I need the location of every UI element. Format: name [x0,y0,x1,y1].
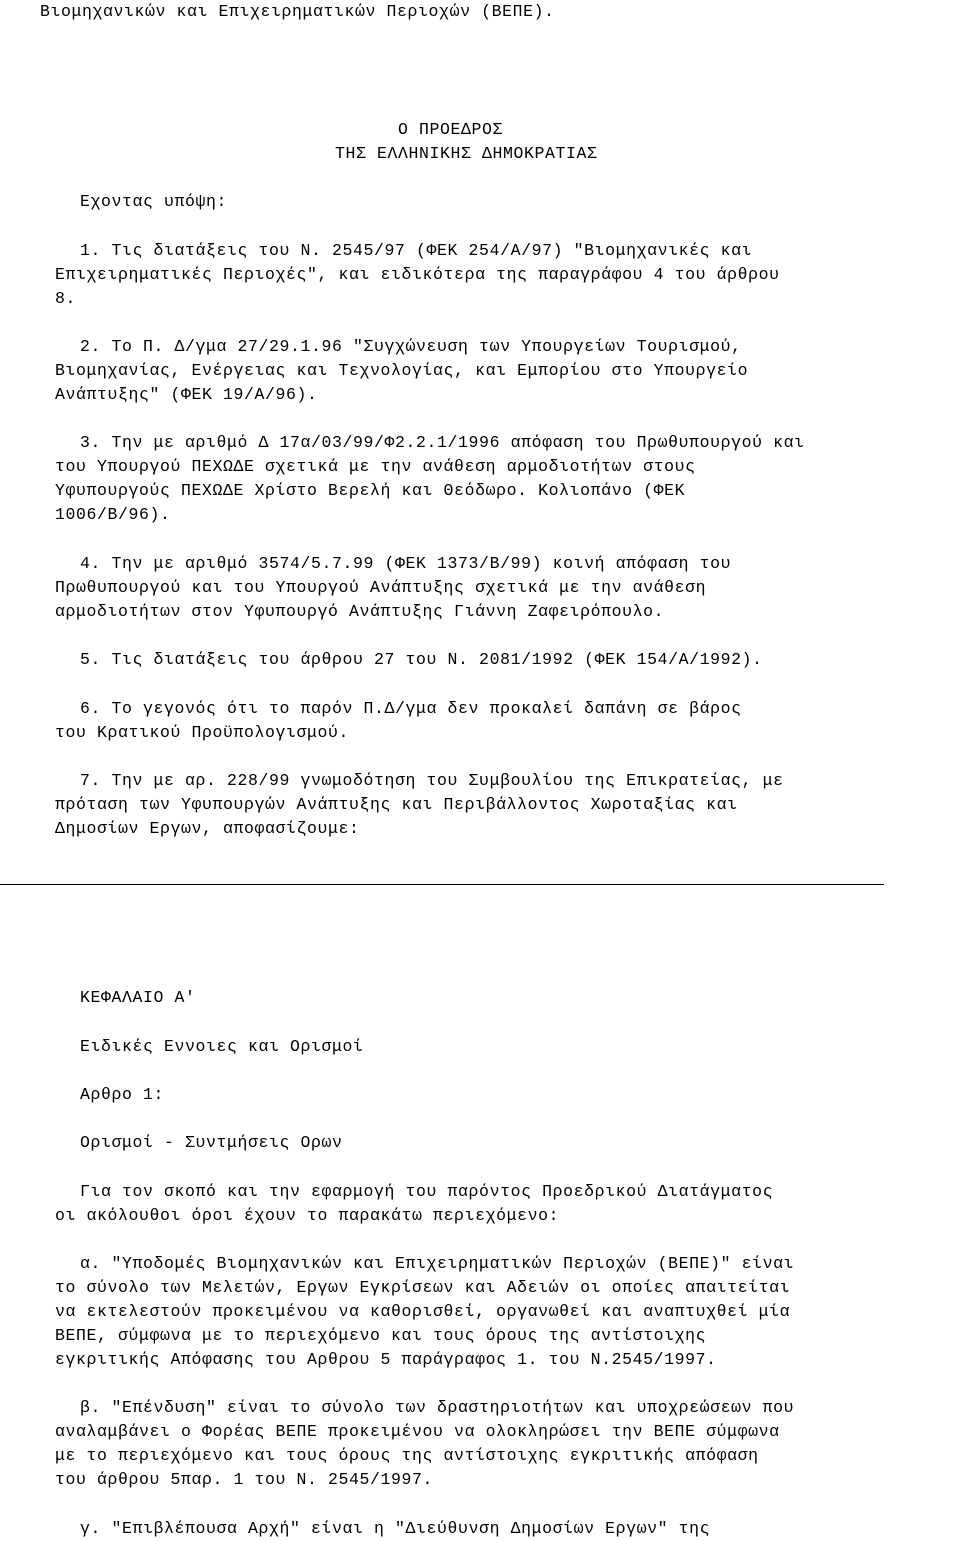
definition-line: του άρθρου 5παρ. 1 του Ν. 2545/1997. [55,1470,434,1489]
section-divider [0,884,884,885]
definition-line: το σύνολο των Μελετών, Εργων Εγκρίσεων και Αδειών οι οποίες απαιτείται [55,1278,791,1297]
recital-line: Δημοσίων Εργων, αποφασίζουμε: [55,819,360,838]
recital-line: του Υπουργού ΠΕΧΩΔΕ σχετικά με την ανάθεση αρμοδιοτήτων στους [55,457,696,476]
definition-line: β. "Επένδυση" είναι το σύνολο των δραστηριοτήτων και υποχρεώσεων που [80,1398,795,1417]
recital-line: 2. Το Π. Δ/γμα 27/29.1.96 "Συγχώνευση των Υπουργείων Τουρισμού, [80,337,742,356]
recital-line: 7. Την με αρ. 228/99 γνωμοδότηση του Συμβουλίου της Επικρατείας, με [80,771,784,790]
intro-line: οι ακόλουθοι όροι έχουν το παρακάτω περιεχόμενο: [55,1206,560,1225]
heading-president: Ο ΠΡΟΕΔΡΟΣ [398,120,504,139]
recital-line: 3. Την με αριθμό Δ 17α/03/99/Φ2.2.1/1996 απόφαση του Πρωθυπουργού και [80,433,805,452]
continuation-line: Βιομηχανικών και Επιχειρηματικών Περιοχών (ΒΕΠΕ). [40,2,555,21]
definition-line: α. "Υποδομές Βιομηχανικών και Επιχειρηματικών Περιοχών (ΒΕΠΕ)" είναι [80,1254,795,1273]
intro-line: Για τον σκοπό και την εφαρμογή του παρόντος Προεδρικού Διατάγματος [80,1182,774,1201]
definition-line: εγκριτικής Απόφασης του Αρθρου 5 παράγραφος 1. του Ν.2545/1997. [55,1350,717,1369]
recital-line: Ανάπτυξης" (ΦΕΚ 19/Α/96). [55,385,318,404]
recital-line: Βιομηχανίας, Ενέργειας και Τεχνολογίας, και Εμπορίου στο Υπουργείο [55,361,749,380]
definition-line: αναλαμβάνει ο Φορέας ΒΕΠΕ προκειμένου να ολοκληρώσει την ΒΕΠΕ σύμφωνα [55,1422,780,1441]
definition-line: ΒΕΠΕ, σύμφωνα με το περιεχόμενο και τους όρους της αντίστοιχης [55,1326,707,1345]
article-label: Αρθρο 1: [80,1085,165,1104]
recital-line: αρμοδιοτήτων στον Υφυπουργό Ανάπτυξης Γιάννη Ζαφειρόπουλο. [55,602,665,621]
recital-line: 6. Το γεγονός ότι το παρόν Π.Δ/γμα δεν προκαλεί δαπάνη σε βάρος [80,699,742,718]
recital-line: Υφυπουργούς ΠΕΧΩΔΕ Χρίστο Βερελή και Θεόδωρο. Κολιοπάνο (ΦΕΚ [55,481,686,500]
recital-line: του Κρατικού Προϋπολογισμού. [55,723,350,742]
definition-line: γ. "Επιβλέπουσα Αρχή" είναι η "Διεύθυνση Δημοσίων Εργων" της [80,1519,711,1538]
chapter-label: ΚΕΦΑΛΑΙΟ Α' [80,988,196,1007]
chapter-title: Ειδικές Εννοιες και Ορισμοί [80,1037,364,1056]
recital-line: Επιχειρηματικές Περιοχές", και ειδικότερα της παραγράφου 4 του άρθρου [55,265,780,284]
recital-line: 8. [55,289,77,308]
recital-line: 4. Την με αριθμό 3574/5.7.99 (ΦΕΚ 1373/Β/99) κοινή απόφαση του [80,554,732,573]
recital-line: 1006/Β/96). [55,505,171,524]
article-title: Ορισμοί - Συντμήσεις Ορων [80,1133,343,1152]
recital-line: 1. Τις διατάξεις του Ν. 2545/97 (ΦΕΚ 254/Α/97) "Βιομηχανικές και [80,241,753,260]
recital-line: Πρωθυπουργού και του Υπουργού Ανάπτυξης σχετικά με την ανάθεση [55,578,707,597]
recital-line: 5. Τις διατάξεις του άρθρου 27 του Ν. 2081/1992 (ΦΕΚ 154/Α/1992). [80,650,763,669]
definition-line: με το περιεχόμενο και τους όρους της αντίστοιχης εγκριτικής απόφαση [55,1446,759,1465]
considering-label: Εχοντας υπόψη: [80,192,228,211]
recital-line: πρόταση των Υφυπουργών Ανάπτυξης και Περιβάλλοντος Χωροταξίας και [55,795,738,814]
heading-republic: ΤΗΣ ΕΛΛΗΝΙΚΗΣ ΔΗΜΟΚΡΑΤΙΑΣ [335,144,598,163]
definition-line: να εκτελεστούν προκειμένου να καθορισθεί, οργανωθεί και αναπτυχθεί μία [55,1302,791,1321]
